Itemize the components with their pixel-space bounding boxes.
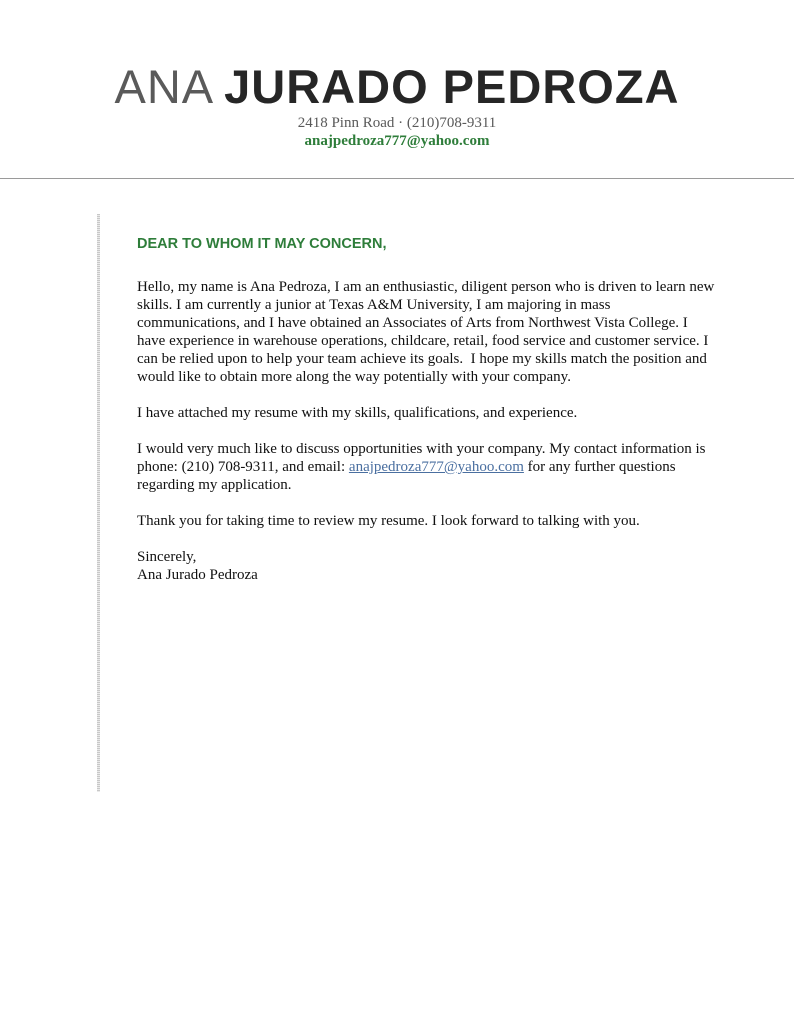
- first-name: ANA: [114, 60, 215, 113]
- letter-header: [0, 0, 794, 179]
- closing-block: [137, 548, 717, 584]
- paragraph-intro-text: Hello, my name is Ana Pedroza, I am an enthusiastic, diligent person who is driven to learn new skills. I am currently a junior at Texas A&M University, I am majoring in mass communications, and I have obtained an Associates of Arts from Northwest Vista College. I have experience in warehouse operations, childcare, retail, food service and customer service. I can be relied upon to help your team achieve its goals. I hope my skills match the position and would like to obtain more along the way potentially with your company.: [137, 279, 719, 385]
- paragraph-resume-text: I have attached my resume with my skills, qualifications, and experience.: [137, 405, 578, 421]
- email-link[interactable]: anajpedroza777@yahoo.com: [348, 459, 524, 475]
- paragraph-thanks-text: Thank you for taking time to review my resume. I look forward to talking with you.: [137, 513, 640, 529]
- signature: Ana Jurado Pedroza: [137, 567, 258, 583]
- letter-body: [137, 232, 717, 584]
- last-name: JURADO PEDROZA: [224, 60, 680, 113]
- header-email: anajpedroza777@yahoo.com: [304, 133, 490, 149]
- contact-line: 2418 Pinn Road · (210)708-9311: [297, 115, 497, 131]
- sidebar-divider: [97, 214, 100, 792]
- paragraph-contact-text-before: I would very much like to discuss opportunities with your company. My contact information is phone: (210) 708-9311, and email:: [137, 441, 710, 475]
- paragraph-resume: [137, 404, 717, 422]
- paragraph-contact: [137, 440, 717, 494]
- paragraph-intro: [137, 278, 717, 386]
- closing: Sincerely,: [137, 549, 197, 565]
- paragraph-thanks: [137, 512, 717, 530]
- paragraph-contact-text-after: for any further questions regarding my application.: [137, 459, 680, 493]
- applicant-name: [0, 58, 794, 116]
- salutation: DEAR TO WHOM IT MAY CONCERN,: [137, 236, 387, 252]
